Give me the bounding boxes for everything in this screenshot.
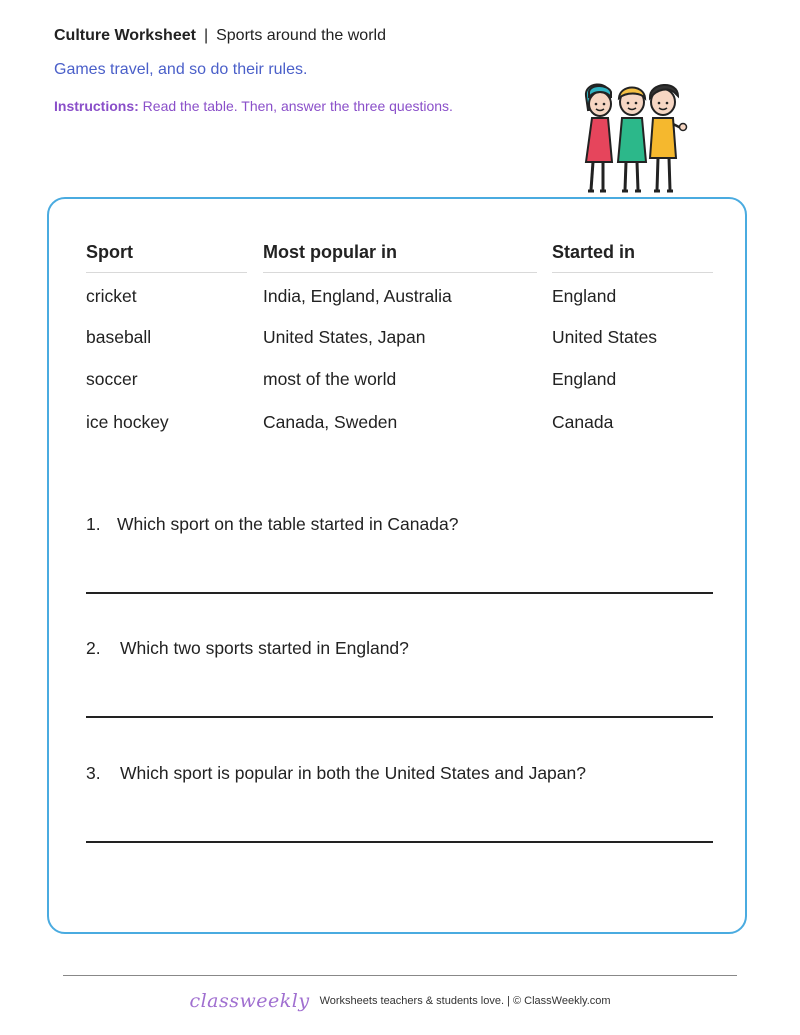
footer-divider (63, 975, 737, 976)
table-header-popular: Most popular in (263, 242, 397, 262)
table-cell: Canada (552, 412, 614, 432)
kid-right-icon (650, 85, 687, 191)
question-1 (86, 514, 458, 535)
table-cell: United States, Japan (263, 327, 426, 347)
footer-tagline: Worksheets teachers & students love. | © ClassWeekly.com (319, 995, 611, 1007)
table-cell: baseball (86, 327, 152, 347)
instructions (54, 98, 453, 114)
table-cell: most of the world (263, 369, 397, 389)
question-2 (86, 638, 409, 659)
header-rule (86, 272, 247, 273)
table-cell: United States (552, 327, 658, 347)
question-text: Which two sports started in England? (120, 638, 409, 658)
answer-line-1[interactable] (86, 592, 713, 594)
header-rule (263, 272, 537, 273)
question-text: Which sport on the table started in Canada? (117, 514, 459, 534)
answer-line-3[interactable] (86, 841, 713, 843)
table-cell: ice hockey (86, 412, 169, 432)
table-cell: India, England, Australia (263, 286, 452, 306)
brand-logo: classweekly (189, 990, 310, 1012)
table-cell: England (552, 369, 617, 389)
table-cell: Canada, Sweden (263, 412, 398, 432)
question-number: 3. (86, 763, 101, 783)
question-3 (86, 763, 586, 784)
footer (0, 990, 800, 1012)
kid-middle-icon (618, 88, 646, 192)
worksheet-card (47, 197, 747, 934)
question-number: 2. (86, 638, 101, 658)
instructions-label: Instructions: (54, 98, 139, 114)
table-cell: cricket (86, 286, 137, 306)
table-header-sport: Sport (86, 242, 133, 262)
three-kids-icon (578, 78, 693, 196)
worksheet-topic: Sports around the world (216, 27, 386, 44)
table-cell: soccer (86, 369, 138, 389)
header-separator: | (203, 27, 209, 44)
worksheet-title: Culture Worksheet (54, 27, 196, 44)
question-text: Which sport is popular in both the United States and Japan? (120, 763, 586, 783)
instructions-text: Read the table. Then, answer the three questions. (142, 98, 453, 114)
header-rule (552, 272, 713, 273)
kid-left-icon (586, 84, 612, 191)
answer-line-2[interactable] (86, 716, 713, 718)
worksheet-header (54, 27, 386, 45)
worksheet-subtitle: Games travel, and so do their rules. (54, 61, 308, 78)
table-cell: England (552, 286, 617, 306)
question-number: 1. (86, 514, 101, 534)
table-header-started: Started in (552, 242, 636, 262)
